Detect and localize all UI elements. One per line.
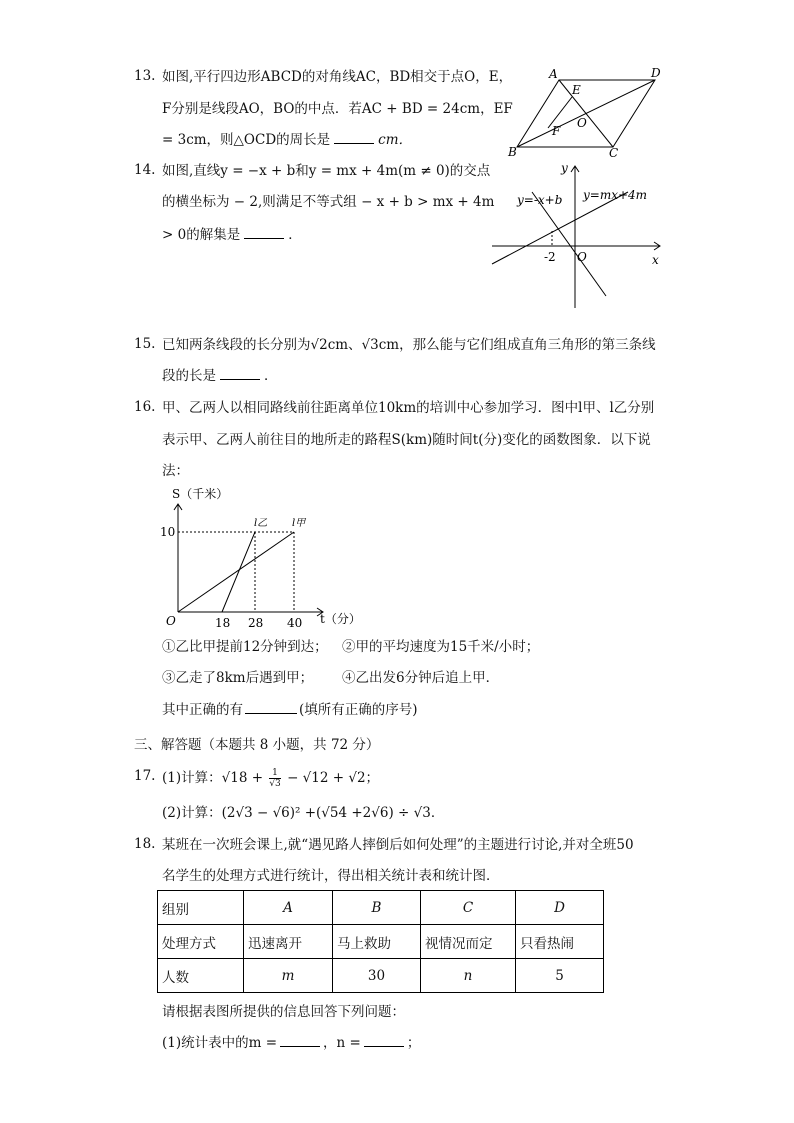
q17-part1-a: (1)计算：√18 + [162, 770, 264, 786]
q14-line1: 如图,直线y = −x + b和y = mx + 4m(m ≠ 0)的交点 [162, 163, 491, 179]
q17-fraction [269, 768, 280, 789]
y-tick-10: 10 [160, 525, 176, 539]
origin-label: O [577, 250, 587, 264]
y-axis-label: y [561, 161, 568, 175]
q14-line3-text: > 0的解集是 [162, 227, 241, 243]
q16-option4: ④乙出发6分钟后追上甲． [342, 670, 500, 686]
section-heading: 三、解答题（本题共 8 小题，共 72 分） [134, 737, 380, 753]
answer-blank-n[interactable] [364, 1034, 404, 1047]
line-yi [222, 532, 255, 612]
q15-line2 [162, 367, 278, 385]
label-l-jia: l甲 [292, 518, 306, 529]
table-cell: D [516, 891, 604, 925]
q17-part1 [162, 768, 379, 789]
q14-line3 [162, 226, 302, 244]
table-cell: C [421, 891, 516, 925]
q17-part1-b: − √12 + √2； [287, 770, 380, 786]
parallelogram-figure [500, 60, 670, 160]
q15-line1: 已知两条线段的长分别为√2cm、√3cm，那么能与它们组成直角三角形的第三条线 [162, 337, 656, 353]
label-E: E [572, 83, 581, 97]
answer-blank[interactable] [244, 226, 284, 239]
answer-blank[interactable] [220, 367, 260, 380]
label-O: O [577, 116, 587, 130]
q16-line1: 甲、乙两人以相同路线前往距离单位10km的培训中心参加学习．图中l甲、l乙分别 [162, 400, 655, 416]
q14-line2: 的横坐标为 − 2,则满足不等式组 − x + b > mx + 4m [162, 194, 495, 210]
y-axis-label: S（千米） [172, 487, 229, 501]
q18-sub1-c: ； [406, 1035, 421, 1051]
x-tick-18: 18 [215, 616, 231, 630]
q18-prompt: 请根据表图所提供的信息回答下列问题： [162, 1004, 405, 1020]
table-row [158, 959, 604, 993]
q18-sub1-b: ，n = [323, 1035, 361, 1051]
q16-conclusion-hint: (填所有正确的序号) [299, 702, 418, 718]
linear-graph-figure [488, 158, 668, 313]
q17-frac-num: 1 [269, 768, 280, 779]
label-A: A [549, 67, 558, 81]
table-cell: m [244, 959, 333, 993]
table-cell: n [421, 959, 516, 993]
q18-number: 18. [134, 836, 156, 852]
line-jia [178, 532, 294, 612]
answer-blank-m[interactable] [280, 1034, 320, 1047]
q16-option2: ②甲的平均速度为15千米/小时； [342, 639, 540, 655]
q13-number: 13. [134, 68, 156, 84]
q16-number: 16. [134, 399, 156, 415]
q16-option1: ①乙比甲提前12分钟到达； [162, 639, 328, 655]
q18-sub1 [162, 1034, 420, 1052]
label-l-yi: l乙 [254, 518, 268, 529]
answer-blank[interactable] [245, 701, 297, 714]
table-cell: 30 [333, 959, 421, 993]
label-F: F [552, 124, 561, 138]
label-B: B [508, 145, 517, 159]
q17-frac-den: √3 [269, 779, 281, 789]
table-cell: 迅速离开 [244, 925, 333, 959]
x-axis-label: x [652, 253, 659, 267]
q17-part2: (2)计算：(2√3 − √6)² +(√54 +2√6) ÷ √3． [162, 805, 445, 821]
table-cell: A [244, 891, 333, 925]
q13-line2: F分别是线段AO，BO的中点．若AC + BD = 24cm，EF [162, 101, 513, 117]
table-row [158, 925, 604, 959]
answer-blank[interactable] [334, 131, 374, 144]
table-cell: 视情况而定 [421, 925, 516, 959]
table-row [158, 891, 604, 925]
origin-label: O [166, 614, 176, 628]
q13-line1: 如图,平行四边形ABCD的对角线AC，BD相交于点O，E， [162, 69, 513, 85]
q16-option3: ③乙走了8km后遇到甲； [162, 670, 314, 686]
table-cell: 马上救助 [333, 925, 421, 959]
q17-number: 17. [134, 768, 156, 784]
q13-line3-text: = 3cm，则△OCD的周长是 [162, 132, 331, 148]
q15-line2-text: 段的长是 [162, 368, 216, 384]
q16-conclusion-text: 其中正确的有 [162, 702, 243, 718]
q15-number: 15. [134, 336, 156, 352]
table-cell: 5 [516, 959, 604, 993]
label-D: D [651, 66, 661, 80]
line1-label: y=-x+b [517, 193, 563, 207]
x-axis-label: t（分） [320, 612, 361, 626]
q16-line3: 法： [162, 463, 189, 479]
tick-neg2: -2 [544, 250, 556, 264]
q18-line1: 某班在一次班会课上,就“遇见路人摔倒后如何处理”的主题进行讨论,并对全班50 [162, 837, 634, 853]
distance-time-chart [158, 482, 378, 632]
q14-end: ． [288, 227, 302, 243]
table-cell: B [333, 891, 421, 925]
q13-unit: cm． [378, 132, 413, 148]
q18-line2: 名学生的处理方式进行统计，得出相关统计表和统计图． [162, 868, 500, 884]
q14-number: 14. [134, 162, 156, 178]
table-cell: 人数 [158, 959, 244, 993]
line2-label: y=mx+4m [583, 188, 648, 202]
q16-conclusion [162, 701, 418, 719]
x-tick-40: 40 [287, 616, 303, 630]
table-cell: 处理方式 [158, 925, 244, 959]
table-cell: 组别 [158, 891, 244, 925]
q16-line2: 表示甲、乙两人前往目的地所走的路程S(km)随时间t(分)变化的函数图象．以下说 [162, 432, 651, 448]
table-cell: 只看热闹 [516, 925, 604, 959]
statistics-table [157, 890, 604, 993]
x-tick-28: 28 [248, 616, 264, 630]
q13-line3 [162, 131, 412, 149]
label-C: C [609, 146, 619, 160]
q15-end: ． [264, 368, 278, 384]
q18-sub1-a: (1)统计表中的m = [162, 1035, 278, 1051]
